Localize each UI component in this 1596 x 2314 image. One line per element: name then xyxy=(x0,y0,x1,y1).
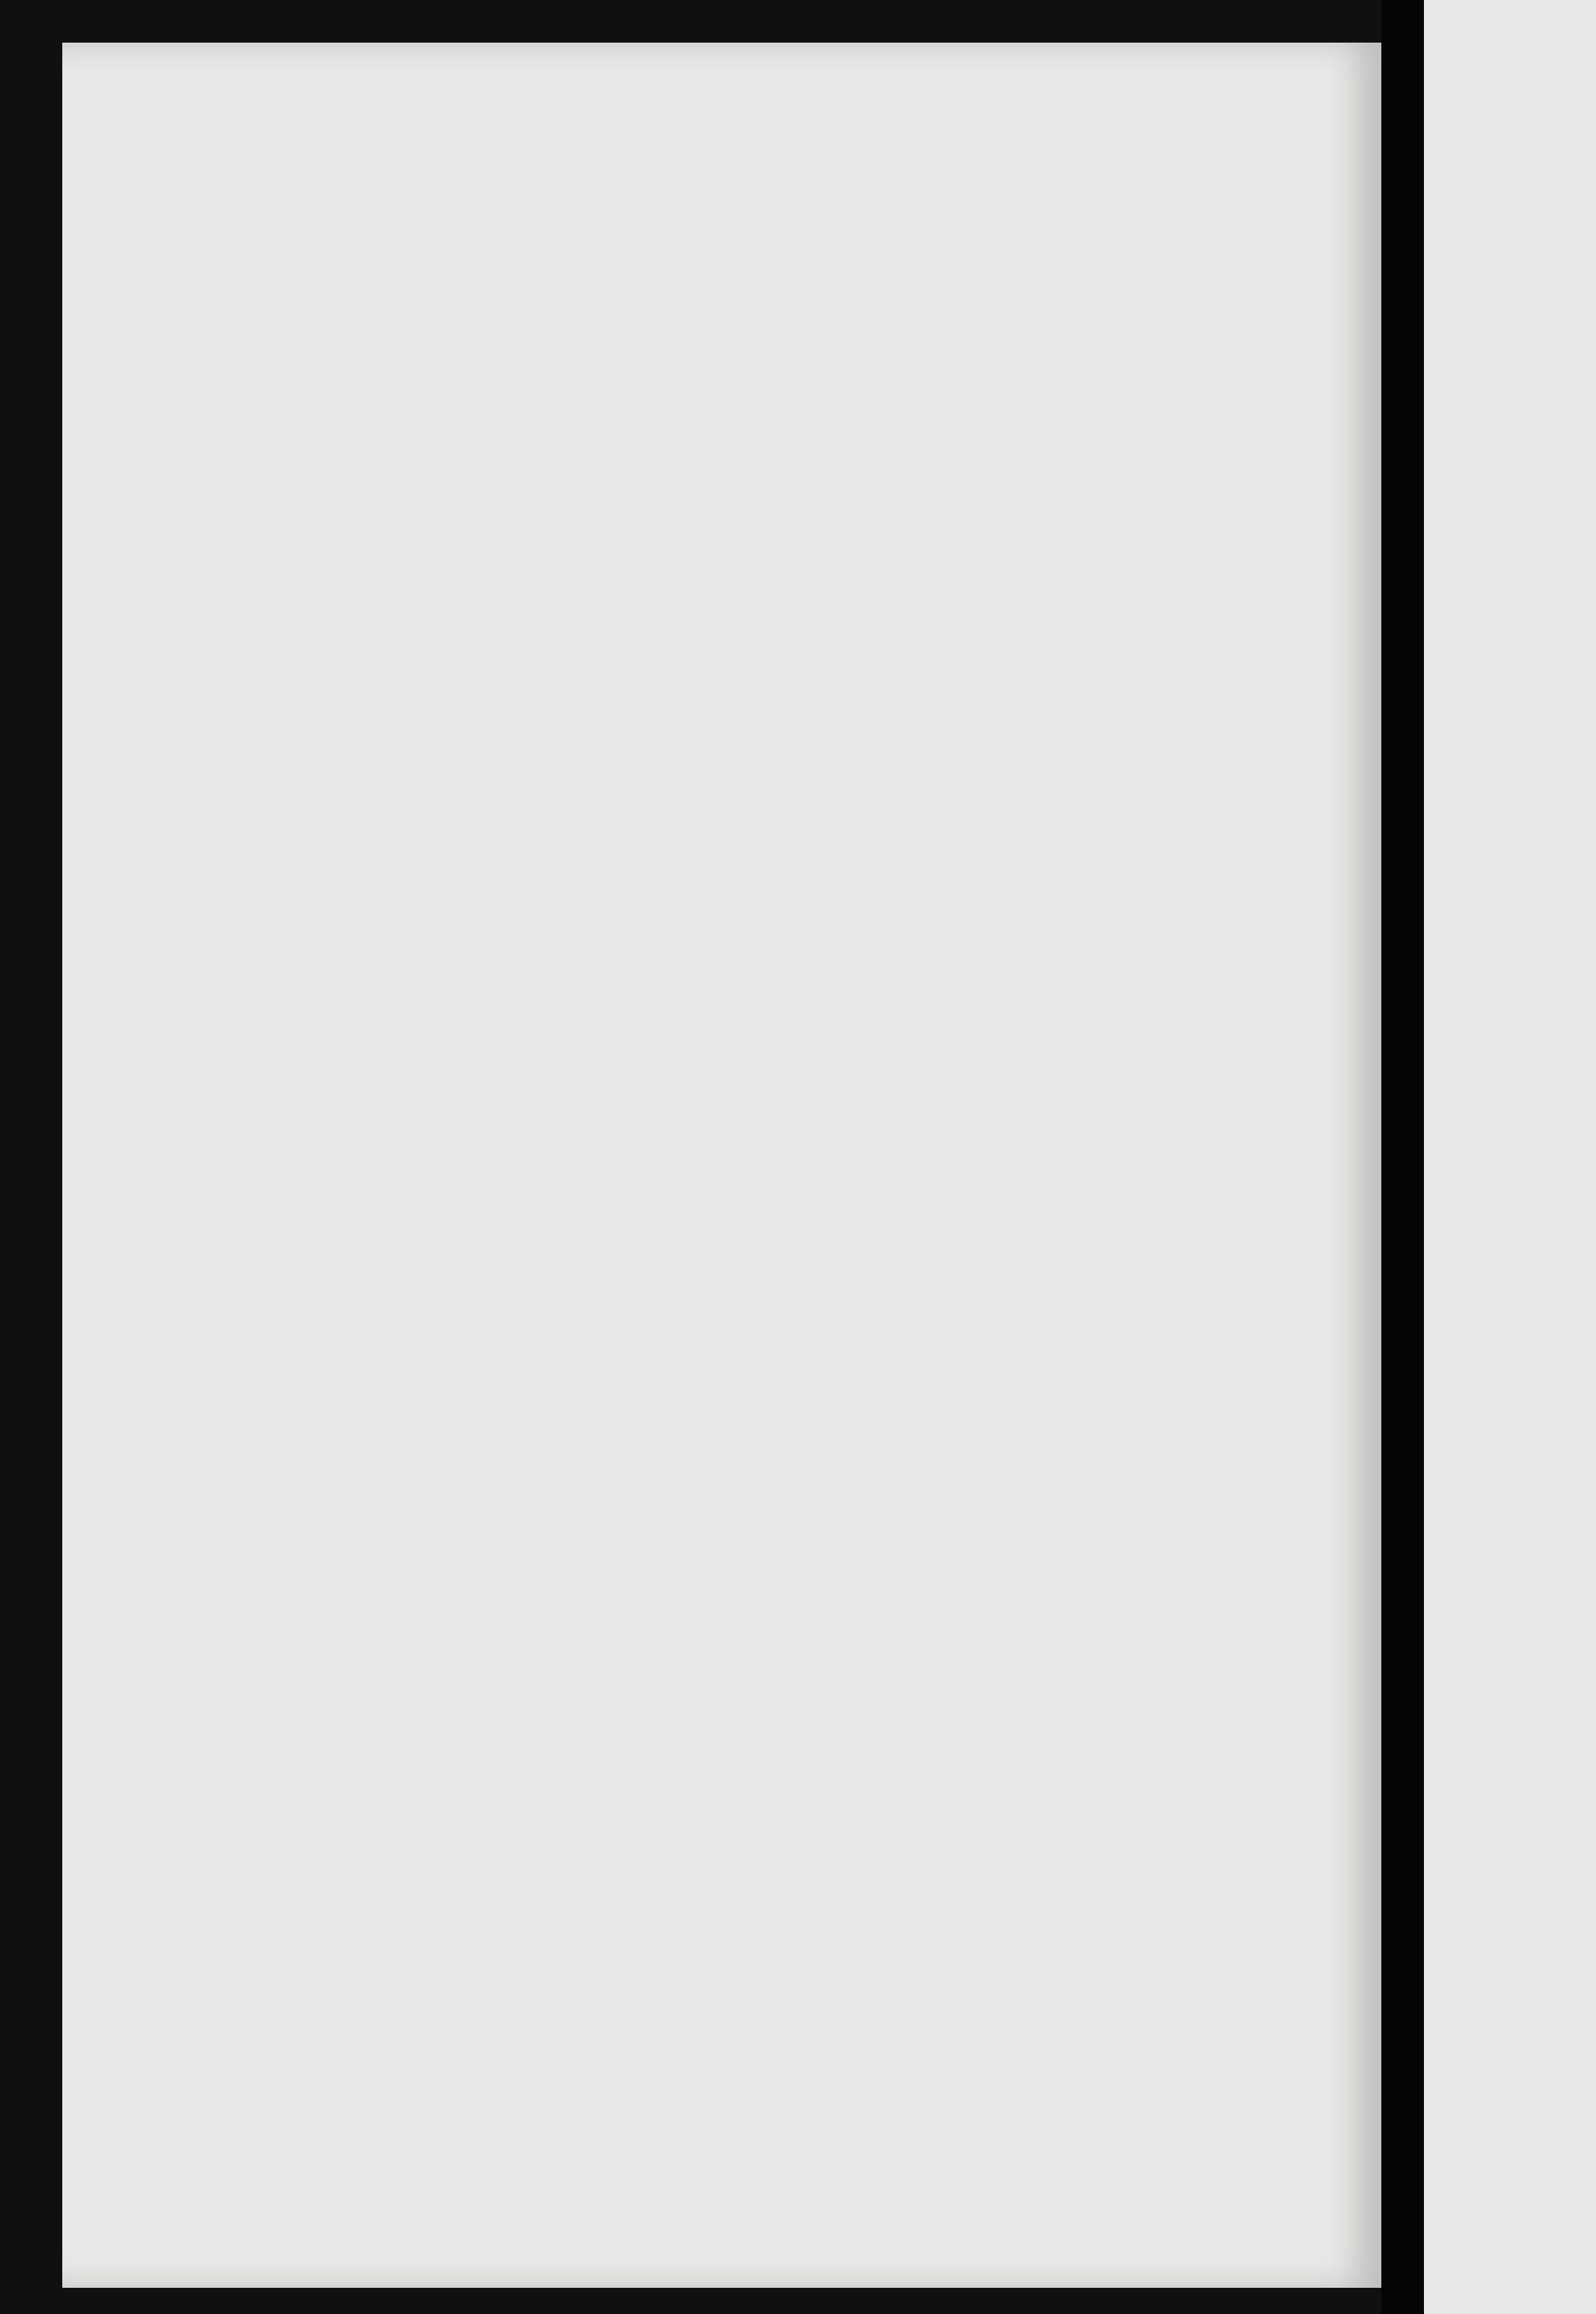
left-page xyxy=(62,43,1381,2288)
book-gutter xyxy=(1381,0,1424,2314)
minister-list xyxy=(62,43,1381,2288)
right-page xyxy=(1424,0,1596,2314)
